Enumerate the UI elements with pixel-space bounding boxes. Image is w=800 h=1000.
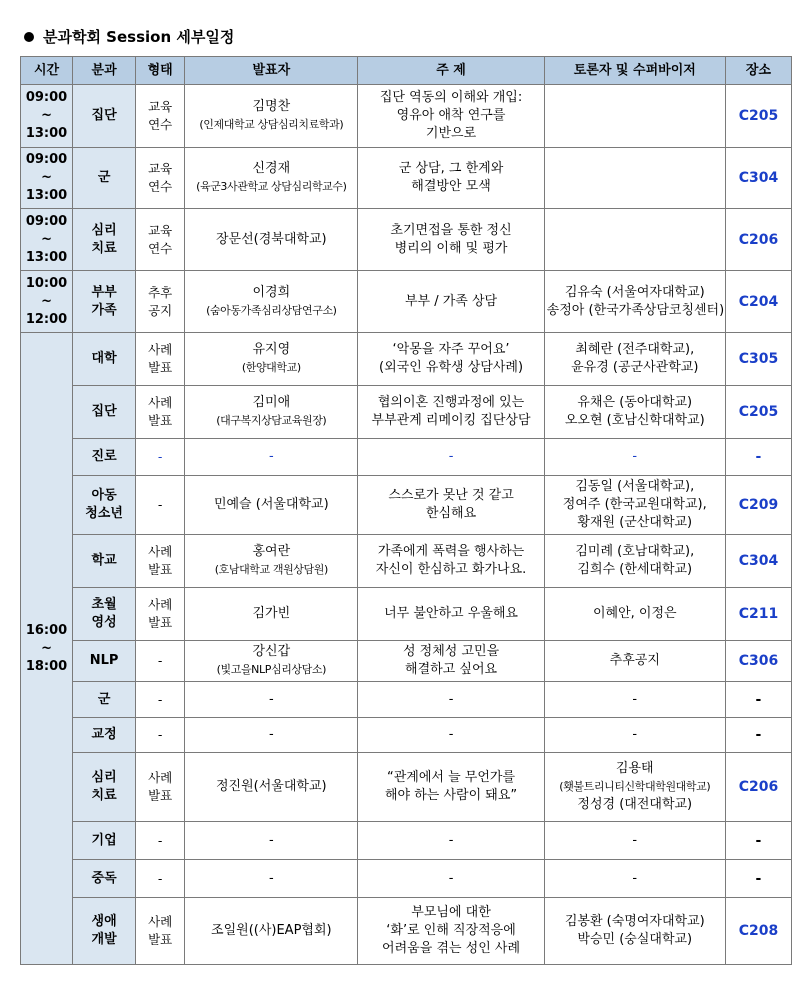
header-discussant: 토론자 및 수퍼바이저 bbox=[544, 57, 725, 85]
presenter-cell bbox=[185, 476, 358, 535]
cell-line: 정성경 (대전대학교) bbox=[577, 797, 693, 812]
cell-line: 심리 bbox=[91, 222, 117, 238]
cell-line: 김미애 bbox=[252, 395, 291, 410]
discussant-cell bbox=[544, 209, 725, 271]
room-cell: C305 bbox=[725, 333, 791, 386]
cell-line: 김미례 (호남대학교), bbox=[575, 544, 695, 559]
bullet-icon bbox=[24, 32, 34, 42]
division-cell bbox=[73, 333, 136, 386]
cell-line: 부부 bbox=[91, 284, 117, 300]
division-cell bbox=[73, 588, 136, 641]
cell-line: 발표 bbox=[148, 932, 173, 947]
room-cell: - bbox=[725, 682, 791, 718]
presenter-cell bbox=[185, 718, 358, 753]
topic-cell bbox=[358, 822, 544, 860]
division-cell bbox=[73, 209, 136, 271]
type-cell bbox=[136, 682, 185, 718]
division-cell bbox=[73, 682, 136, 718]
topic-cell bbox=[358, 148, 544, 209]
division-cell bbox=[73, 148, 136, 209]
cell-line: 김가빈 bbox=[252, 606, 291, 621]
discussant-cell bbox=[544, 333, 725, 386]
discussant-cell bbox=[544, 718, 725, 753]
cell-line: 12:00 bbox=[25, 311, 68, 327]
division-cell bbox=[73, 641, 136, 682]
room-cell: - bbox=[725, 860, 791, 898]
time-cell bbox=[21, 271, 73, 333]
cell-line: 대학 bbox=[91, 351, 117, 366]
cell-line: (숨아동가족심리상담연구소) bbox=[206, 303, 337, 317]
cell-line: - bbox=[632, 870, 638, 886]
cell-line: 강신갑 bbox=[252, 644, 291, 659]
cell-line: 치료 bbox=[91, 788, 117, 803]
cell-line: 홍여란 bbox=[252, 544, 291, 559]
time-cell bbox=[21, 209, 73, 271]
room-cell: C206 bbox=[725, 209, 791, 271]
division-cell bbox=[73, 822, 136, 860]
division-cell bbox=[73, 271, 136, 333]
cell-line: 오오현 (호남신학대학교) bbox=[564, 413, 705, 428]
room-cell: C304 bbox=[725, 148, 791, 209]
cell-line: 연수 bbox=[148, 240, 173, 256]
schedule-table bbox=[20, 56, 792, 965]
cell-line: ~ bbox=[41, 640, 52, 656]
room-cell: C206 bbox=[725, 753, 791, 822]
cell-line: 18:00 bbox=[25, 658, 68, 674]
cell-line: 발표 bbox=[148, 562, 173, 577]
type-cell bbox=[136, 535, 185, 588]
cell-line: 군 bbox=[97, 170, 111, 185]
topic-cell bbox=[358, 271, 544, 333]
type-cell bbox=[136, 898, 185, 965]
cell-line: 김유숙 (서울여자대학교) bbox=[564, 284, 705, 300]
room-cell: C211 bbox=[725, 588, 791, 641]
cell-line: 군 bbox=[97, 691, 111, 707]
cell-line: ‘악몽을 자주 꾸어요’ bbox=[392, 342, 510, 357]
cell-line: 추후공지 bbox=[609, 653, 660, 668]
type-cell bbox=[136, 439, 185, 476]
table-row bbox=[21, 271, 792, 333]
cell-line: 사례 bbox=[148, 914, 173, 929]
cell-line: 조일원((사)EAP협회) bbox=[211, 923, 332, 938]
cell-line: - bbox=[448, 691, 454, 707]
cell-line: 사례 bbox=[148, 342, 173, 357]
cell-line: 가족에게 폭력을 행사하는 bbox=[377, 544, 525, 559]
table-row bbox=[21, 753, 792, 822]
division-cell bbox=[73, 898, 136, 965]
cell-line: 청소년 bbox=[85, 506, 123, 521]
discussant-cell bbox=[544, 753, 725, 822]
cell-line: 협의이혼 진행과정에 있는 bbox=[377, 395, 525, 410]
cell-line: - bbox=[157, 832, 163, 848]
cell-line: 최혜란 (전주대학교), bbox=[575, 342, 695, 357]
cell-line: (대구복지상담교육원장) bbox=[216, 414, 327, 427]
topic-cell bbox=[358, 209, 544, 271]
cell-line: 기반으로 bbox=[425, 126, 477, 141]
cell-line: 이경희 bbox=[252, 284, 291, 300]
discussant-cell bbox=[544, 822, 725, 860]
cell-line: 해야 하는 사람이 돼요” bbox=[384, 788, 518, 803]
type-cell bbox=[136, 718, 185, 753]
cell-line: 중독 bbox=[91, 870, 117, 886]
presenter-cell bbox=[185, 860, 358, 898]
cell-line: - bbox=[268, 727, 274, 742]
cell-line: 초기면접을 통한 정신 bbox=[390, 222, 512, 238]
table-row bbox=[21, 898, 792, 965]
table-row bbox=[21, 682, 792, 718]
table-row bbox=[21, 333, 792, 386]
division-cell bbox=[73, 718, 136, 753]
page-title-text: 분과학회 Session 세부일정 bbox=[43, 28, 235, 46]
discussant-cell bbox=[544, 682, 725, 718]
cell-line: 심리 bbox=[91, 770, 117, 785]
topic-cell bbox=[358, 898, 544, 965]
presenter-cell bbox=[185, 588, 358, 641]
cell-line: 10:00 bbox=[25, 275, 68, 291]
type-cell bbox=[136, 753, 185, 822]
cell-line: 민예슬 (서울대학교) bbox=[213, 497, 329, 512]
cell-line: 자신이 한심하고 화가나요. bbox=[375, 562, 527, 577]
cell-line: 발표 bbox=[148, 788, 173, 803]
cell-line: ‘화’로 인해 직장적응에 bbox=[386, 923, 516, 938]
discussant-cell bbox=[544, 588, 725, 641]
room-cell: C209 bbox=[725, 476, 791, 535]
table-row bbox=[21, 588, 792, 641]
type-cell bbox=[136, 860, 185, 898]
cell-line: - bbox=[157, 691, 163, 707]
topic-cell bbox=[358, 753, 544, 822]
room-cell: C205 bbox=[725, 386, 791, 439]
topic-cell bbox=[358, 641, 544, 682]
topic-cell bbox=[358, 718, 544, 753]
header-division: 분과 bbox=[73, 57, 136, 85]
topic-cell bbox=[358, 535, 544, 588]
cell-line: 유채은 (동아대학교) bbox=[577, 395, 693, 410]
type-cell bbox=[136, 588, 185, 641]
cell-line: 09:00 bbox=[25, 213, 68, 229]
presenter-cell bbox=[185, 682, 358, 718]
cell-line: 연수 bbox=[148, 179, 173, 194]
division-cell bbox=[73, 476, 136, 535]
cell-line: 16:00 bbox=[25, 622, 68, 638]
cell-line: 발표 bbox=[148, 360, 173, 375]
cell-line: 생애 bbox=[91, 914, 117, 929]
discussant-cell bbox=[544, 271, 725, 333]
header-row bbox=[21, 57, 792, 85]
cell-line: (육군3사관학교 상담심리학교수) bbox=[196, 180, 347, 193]
type-cell bbox=[136, 641, 185, 682]
cell-line: 김동일 (서울대학교), bbox=[575, 479, 695, 494]
header-type: 형태 bbox=[136, 57, 185, 85]
presenter-cell bbox=[185, 271, 358, 333]
cell-line: 김명찬 bbox=[252, 99, 291, 114]
topic-cell bbox=[358, 860, 544, 898]
cell-line: 교육 bbox=[148, 99, 173, 114]
table-row bbox=[21, 386, 792, 439]
header-time: 시간 bbox=[21, 57, 73, 85]
division-cell bbox=[73, 386, 136, 439]
type-cell bbox=[136, 148, 185, 209]
table-row bbox=[21, 718, 792, 753]
cell-line: 군 상담, 그 한계와 bbox=[398, 161, 504, 176]
discussant-cell bbox=[544, 641, 725, 682]
cell-line: ~ bbox=[41, 170, 52, 185]
cell-line: 아동 bbox=[91, 488, 117, 503]
cell-line: 김봉환 (숙명여자대학교) bbox=[564, 914, 705, 929]
cell-line: - bbox=[632, 832, 638, 848]
cell-line: 윤유경 (공군사관학교) bbox=[571, 360, 699, 375]
cell-line: 기업 bbox=[91, 832, 117, 848]
cell-line: 진로 bbox=[91, 449, 117, 464]
type-cell bbox=[136, 209, 185, 271]
cell-line: 가족 bbox=[91, 302, 117, 318]
room-cell: C306 bbox=[725, 641, 791, 682]
cell-line: 장문선(경북대학교) bbox=[216, 231, 327, 247]
discussant-cell bbox=[544, 476, 725, 535]
header-presenter: 발표자 bbox=[185, 57, 358, 85]
division-cell bbox=[73, 535, 136, 588]
cell-line: 영성 bbox=[91, 615, 117, 630]
cell-line: - bbox=[448, 832, 454, 848]
cell-line: 김희수 (한세대학교) bbox=[577, 562, 693, 577]
room-cell: C204 bbox=[725, 271, 791, 333]
table-row bbox=[21, 148, 792, 209]
cell-line: 해결방안 모색 bbox=[411, 179, 491, 194]
cell-line: 교육 bbox=[148, 222, 173, 238]
cell-line: - bbox=[268, 832, 274, 848]
presenter-cell bbox=[185, 148, 358, 209]
cell-line: (빛고을NLP심리상담소) bbox=[216, 663, 326, 676]
cell-line: 교육 bbox=[148, 161, 173, 176]
cell-line: 학교 bbox=[91, 553, 117, 568]
table-row bbox=[21, 535, 792, 588]
discussant-cell bbox=[544, 386, 725, 439]
cell-line: - bbox=[157, 449, 163, 464]
cell-line: 황재원 (군산대학교) bbox=[577, 515, 693, 530]
cell-line: 13:00 bbox=[25, 126, 68, 141]
discussant-cell bbox=[544, 535, 725, 588]
discussant-cell bbox=[544, 85, 725, 148]
topic-cell bbox=[358, 386, 544, 439]
cell-line: 치료 bbox=[91, 240, 117, 256]
presenter-cell bbox=[185, 753, 358, 822]
topic-cell bbox=[358, 588, 544, 641]
division-cell bbox=[73, 439, 136, 476]
cell-line: ~ bbox=[41, 293, 52, 309]
cell-line: 개발 bbox=[91, 932, 117, 947]
room-cell: - bbox=[725, 718, 791, 753]
division-cell bbox=[73, 860, 136, 898]
cell-line: 신경재 bbox=[252, 161, 291, 176]
discussant-cell bbox=[544, 860, 725, 898]
cell-line: ~ bbox=[41, 231, 52, 247]
cell-line: (외국인 유학생 상담사례) bbox=[379, 360, 524, 375]
room-cell: C208 bbox=[725, 898, 791, 965]
type-cell bbox=[136, 386, 185, 439]
room-cell: - bbox=[725, 822, 791, 860]
cell-line: 09:00 bbox=[25, 90, 68, 105]
topic-cell bbox=[358, 333, 544, 386]
cell-line: 너무 불안하고 우울해요 bbox=[384, 606, 518, 621]
division-cell bbox=[73, 85, 136, 148]
cell-line: 교정 bbox=[91, 727, 117, 742]
cell-line: NLP bbox=[89, 653, 119, 668]
cell-line: - bbox=[268, 691, 274, 707]
cell-line: 사례 bbox=[148, 770, 173, 785]
table-row bbox=[21, 476, 792, 535]
table-row bbox=[21, 641, 792, 682]
cell-line: 집단 bbox=[91, 404, 117, 419]
cell-line: 한심해요 bbox=[425, 506, 477, 521]
cell-line: - bbox=[632, 727, 638, 742]
time-cell bbox=[21, 148, 73, 209]
table-row bbox=[21, 85, 792, 148]
topic-cell bbox=[358, 85, 544, 148]
presenter-cell bbox=[185, 535, 358, 588]
topic-cell bbox=[358, 439, 544, 476]
presenter-cell bbox=[185, 439, 358, 476]
cell-line: - bbox=[268, 870, 274, 886]
cell-line: - bbox=[157, 727, 163, 742]
cell-line: 연수 bbox=[148, 117, 173, 132]
cell-line: 정여주 (한국교원대학교), bbox=[562, 497, 707, 512]
type-cell bbox=[136, 822, 185, 860]
time-cell bbox=[21, 333, 73, 965]
cell-line: (인제대학교 상담심리치료학과) bbox=[199, 118, 344, 131]
discussant-cell bbox=[544, 898, 725, 965]
presenter-cell bbox=[185, 898, 358, 965]
cell-line: (한양대학교) bbox=[241, 361, 301, 374]
cell-line: 집단 역동의 이해와 개입: bbox=[379, 90, 523, 105]
cell-line: 공지 bbox=[148, 302, 173, 318]
table-row bbox=[21, 822, 792, 860]
cell-line: 집단 bbox=[91, 108, 117, 123]
cell-line: - bbox=[448, 870, 454, 886]
cell-line: 이혜안, 이정은 bbox=[592, 606, 677, 621]
type-cell bbox=[136, 85, 185, 148]
header-topic: 주 제 bbox=[358, 57, 544, 85]
topic-cell bbox=[358, 682, 544, 718]
cell-line: - bbox=[632, 691, 638, 707]
room-cell: C304 bbox=[725, 535, 791, 588]
presenter-cell bbox=[185, 333, 358, 386]
cell-line: (횃불트리니티신학대학원대학교) bbox=[559, 780, 711, 793]
division-cell bbox=[73, 753, 136, 822]
room-cell: C205 bbox=[725, 85, 791, 148]
cell-line: 사례 bbox=[148, 395, 173, 410]
cell-line: 성 정체성 고민을 bbox=[402, 644, 500, 659]
room-cell: - bbox=[725, 439, 791, 476]
cell-line: - bbox=[448, 727, 454, 742]
cell-line: - bbox=[448, 449, 454, 464]
cell-line: 초월 bbox=[91, 597, 117, 612]
discussant-cell bbox=[544, 148, 725, 209]
type-cell bbox=[136, 476, 185, 535]
cell-line: 영유아 애착 연구를 bbox=[396, 108, 506, 123]
cell-line: - bbox=[157, 497, 163, 512]
schedule-body bbox=[21, 85, 792, 965]
time-cell bbox=[21, 85, 73, 148]
type-cell bbox=[136, 333, 185, 386]
cell-line: 유지영 bbox=[252, 342, 291, 357]
header-room: 장소 bbox=[725, 57, 791, 85]
table-row bbox=[21, 860, 792, 898]
cell-line: - bbox=[157, 653, 163, 668]
cell-line: 발표 bbox=[148, 615, 173, 630]
cell-line: 13:00 bbox=[25, 249, 68, 265]
cell-line: - bbox=[632, 449, 638, 464]
cell-line: “관계에서 늘 무언가를 bbox=[387, 770, 516, 785]
cell-line: 발표 bbox=[148, 413, 173, 428]
cell-line: 13:00 bbox=[25, 188, 68, 203]
cell-line: 사례 bbox=[148, 544, 173, 559]
cell-line: 어려움을 겪는 성인 사례 bbox=[382, 941, 521, 956]
presenter-cell bbox=[185, 85, 358, 148]
cell-line: - bbox=[268, 449, 274, 464]
table-row bbox=[21, 209, 792, 271]
cell-line: 박승민 (숭실대학교) bbox=[577, 932, 693, 947]
table-row bbox=[21, 439, 792, 476]
presenter-cell bbox=[185, 641, 358, 682]
cell-line: 추후 bbox=[148, 284, 173, 300]
cell-line: 정진원(서울대학교) bbox=[216, 779, 327, 794]
cell-line: 김용태 bbox=[615, 761, 654, 776]
cell-line: - bbox=[157, 870, 163, 886]
presenter-cell bbox=[185, 209, 358, 271]
presenter-cell bbox=[185, 386, 358, 439]
cell-line: 부부 / 가족 상담 bbox=[404, 293, 498, 309]
cell-line: 병리의 이해 및 평가 bbox=[394, 240, 508, 256]
cell-line: ~ bbox=[41, 108, 52, 123]
discussant-cell bbox=[544, 439, 725, 476]
type-cell bbox=[136, 271, 185, 333]
cell-line: (호남대학교 객원상담원) bbox=[214, 563, 328, 576]
cell-line: 부부관계 리메이킹 집단상담 bbox=[371, 413, 531, 428]
cell-line: 부모님에 대한 bbox=[411, 905, 491, 920]
page-title bbox=[24, 26, 234, 47]
topic-cell bbox=[358, 476, 544, 535]
cell-line: 스스로가 못난 것 같고 bbox=[388, 488, 514, 503]
cell-line: 해결하고 싶어요 bbox=[405, 662, 498, 677]
cell-line: 사례 bbox=[148, 597, 173, 612]
cell-line: 송정아 (한국가족상담코칭센터) bbox=[546, 302, 725, 318]
cell-line: 09:00 bbox=[25, 152, 68, 167]
presenter-cell bbox=[185, 822, 358, 860]
